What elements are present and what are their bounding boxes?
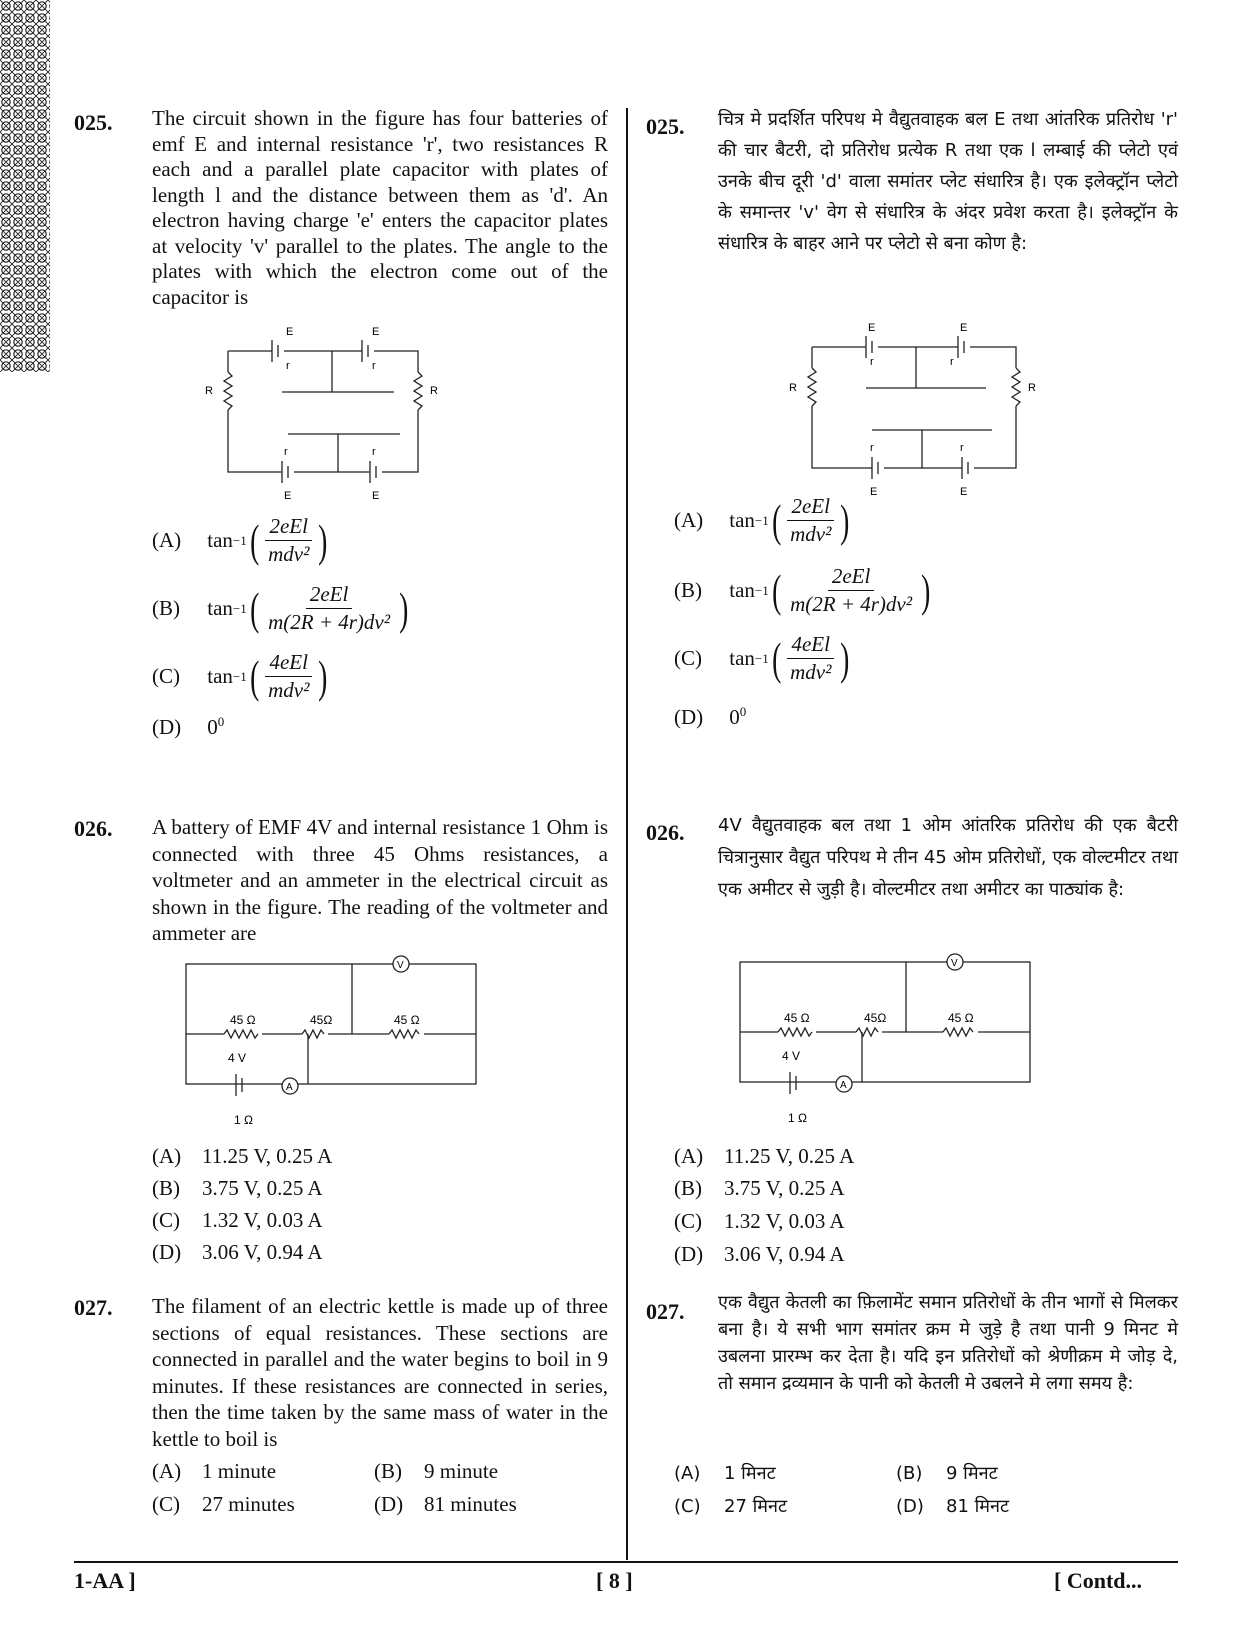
label-R-right: R (430, 385, 438, 397)
question-text: A battery of EMF 4V and internal resistance 1 Ohm is connected with three 45 Ohms resistances, a voltmeter and an ammeter in the electrical circuit as shown in the figure. The reading of the voltmeter and ammeter are (152, 815, 608, 945)
option-c[interactable]: (C) 27 मिनट (674, 1496, 788, 1517)
capacitor-circuit-figure (786, 318, 1046, 498)
label-R-left: R (789, 382, 797, 394)
ammeter-icon: A (840, 1080, 847, 1091)
option-a[interactable]: (A) 1 मिनट (674, 1463, 776, 1484)
label-R-right: R (1028, 382, 1036, 394)
label-resistor-1: 45 Ω (784, 1011, 810, 1025)
label-emf: 4 V (782, 1049, 801, 1063)
label-resistor-2: 45Ω (864, 1011, 887, 1025)
question-number: 025. (74, 110, 113, 135)
option-a[interactable]: (A) 1 minute (152, 1459, 277, 1483)
label-R-left: R (205, 385, 213, 397)
label-r-bottom-right: r (960, 442, 964, 454)
option-b[interactable]: (B) 3.75 V, 0.25 A (674, 1176, 845, 1200)
option-c[interactable]: (C) 1.32 V, 0.03 A (152, 1208, 323, 1232)
question-text: एक वैद्युत केतली का फ़िलामेंट समान प्रतिरोधों के तीन भागों से मिलकर बना है। ये सभी भाग समांतर क्रम मे जुड़े है तथा पानी 9 मिनट मे उबलना प्रारम्भ कर देता है। यदि इन प्रतिरोधों को श्रेणीक्रम मे जोड़ दे, तो समान द्रव्यमान के पानी को केतली मे उबलने मे लगा समय है: (718, 1292, 1178, 1394)
question-number: 026. (646, 820, 685, 845)
question-text: The circuit shown in the figure has four batteries of emf E and internal resistance 'r', two resistances R each and a parallel plate capacitor with plates of length l and the distance between them as 'd'. An electron having charge 'e' enters the capacitor plates at velocity 'v' parallel to the plates. The angle to the plates with which the electron come out of the capacitor is (152, 106, 608, 309)
option-d[interactable]: (D) 81 minutes (374, 1492, 517, 1516)
option-c[interactable]: (C) tan −1 ( $\frac{\text{4eEl}}{\text{mdv²}}$ ) (152, 650, 328, 702)
option-d[interactable]: (D) 3.06 V, 0.94 A (674, 1242, 845, 1266)
question-number: 027. (646, 1299, 685, 1324)
label-E-bottom-left: E (870, 486, 878, 498)
label-r-bottom-left: r (870, 442, 874, 454)
option-b[interactable]: (B) tan −1 ( $\frac{\text{2eEl}}{\text{m(2R + 4r)dv²}}$ ) (152, 582, 409, 634)
label-resistor-3: 45 Ω (394, 1013, 420, 1027)
voltmeter-ammeter-circuit-figure (174, 954, 504, 1134)
question-text: चित्र मे प्रदर्शित परिपथ मे वैद्युतवाहक बल E तथा आंतरिक प्रतिरोध 'r' की चार बैटरी, दो प्रतिरोध प्रत्येक R तथा एक l लम्बाई की प्लेटो एवं उनके बीच दूरी 'd' वाला समांतर प्लेट संधारित्र है। एक इलेक्ट्रॉन प्लेटो के समान्तर 'v' वेग से संधारित्र के अंदर प्रवेश करता है। इलेक्ट्रॉन के संधारित्र के बाहर आने पर प्लेटो से बना कोण है: (718, 109, 1178, 254)
label-internal-resistance: 1 Ω (788, 1111, 807, 1125)
option-d[interactable]: (D) 81 मिनट (896, 1496, 1010, 1517)
ammeter-icon: A (286, 1082, 293, 1093)
option-b[interactable]: (B) tan −1 ( $\frac{\text{2eEl}}{\text{m(2R + 4r)dv²}}$ ) (674, 564, 931, 616)
option-b[interactable]: (B) 9 मिनट (896, 1463, 998, 1484)
question-number: 026. (74, 816, 113, 841)
option-d[interactable]: (D) $0^0$ (152, 714, 225, 739)
option-b[interactable]: (B) 9 minute (374, 1459, 499, 1483)
label-r-top-right: r (950, 356, 954, 368)
option-d[interactable]: (D) $0^0$ (674, 704, 747, 729)
label-r-top-left: r (870, 356, 874, 368)
question-text: 4V वैद्युतवाहक बल तथा 1 ओम आंतरिक प्रतिरोध की एक बैटरी चित्रानुसार वैद्युत परिपथ मे तीन 45 ओम प्रतिरोधों, एक वोल्टमीटर तथा एक अमीटर से जुड़ी है। वोल्टमीटर तथा अमीटर का पाठ्यांक है: (718, 815, 1178, 900)
footer-rule (74, 1561, 1178, 1563)
label-resistor-2: 45Ω (310, 1013, 333, 1027)
question-number: 027. (74, 1295, 113, 1320)
label-emf: 4 V (228, 1051, 247, 1065)
label-E-bottom-left: E (284, 490, 292, 502)
label-E-top-right: E (372, 326, 380, 338)
label-r-bottom-right: r (372, 446, 376, 458)
label-E-bottom-right: E (960, 486, 968, 498)
label-r-top-left: r (286, 360, 290, 372)
label-E-bottom-right: E (372, 490, 380, 502)
option-b[interactable]: (B) 3.75 V, 0.25 A (152, 1176, 323, 1200)
label-resistor-3: 45 Ω (948, 1011, 974, 1025)
option-d[interactable]: (D) 3.06 V, 0.94 A (152, 1240, 323, 1264)
option-a[interactable]: (A) 11.25 V, 0.25 A (152, 1144, 333, 1168)
label-r-bottom-left: r (284, 446, 288, 458)
option-a[interactable]: (A) 11.25 V, 0.25 A (674, 1144, 855, 1168)
label-E-top-right: E (960, 322, 968, 334)
label-E-top-left: E (286, 326, 294, 338)
question-text: The filament of an electric kettle is made up of three sections of equal resistances. These sections are connected in parallel and the water begins to boil in 9 minutes. If these resistances are connected in series, then the time taken by the same mass of water in the kettle to boil is (152, 1294, 608, 1451)
footer-continued: [ Contd... (1054, 1568, 1143, 1593)
column-divider (626, 108, 628, 1560)
voltmeter-icon: V (951, 958, 958, 969)
footer-paper-code: 1-AA ] (74, 1568, 136, 1593)
voltmeter-icon: V (397, 960, 404, 971)
option-c[interactable]: (C) tan −1 ( $\frac{\text{4eEl}}{\text{mdv²}}$ ) (674, 632, 850, 684)
option-c[interactable]: (C) 1.32 V, 0.03 A (674, 1209, 845, 1233)
option-c[interactable]: (C) 27 minutes (152, 1492, 295, 1516)
question-number: 025. (646, 114, 685, 139)
label-internal-resistance: 1 Ω (234, 1113, 253, 1127)
label-r-top-right: r (372, 360, 376, 372)
decorative-border-pattern (0, 0, 50, 372)
voltmeter-ammeter-circuit-figure (728, 952, 1058, 1132)
option-a[interactable]: (A) tan −1 ( $\frac{\text{2eEl}}{\text{mdv²}}$ ) (152, 514, 328, 566)
label-E-top-left: E (868, 322, 876, 334)
option-a[interactable]: (A) tan −1 ( $\frac{\text{2eEl}}{\text{mdv²}}$ ) (674, 494, 850, 546)
capacitor-circuit-figure (202, 322, 462, 502)
footer-page-number: [ 8 ] (596, 1568, 633, 1593)
label-resistor-1: 45 Ω (230, 1013, 256, 1027)
